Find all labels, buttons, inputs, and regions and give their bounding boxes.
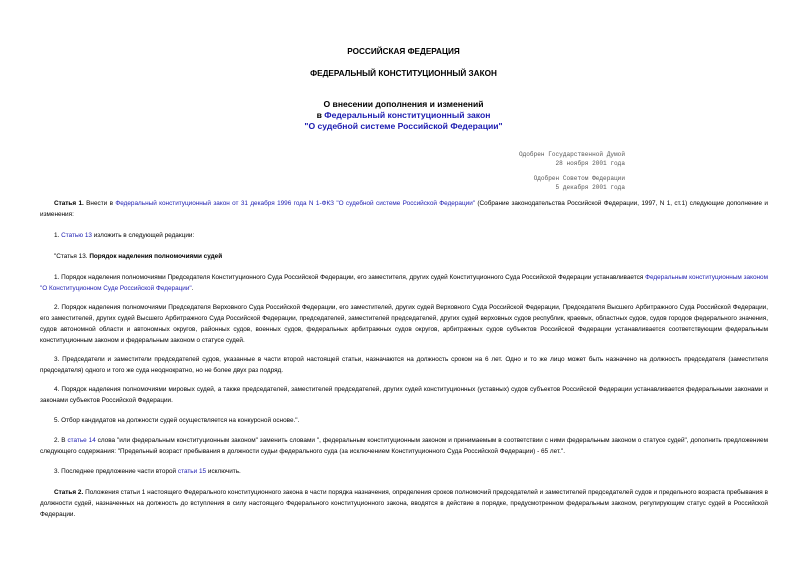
article-1-label: Статья 1.	[54, 200, 84, 207]
federal-law-link[interactable]: Федеральный конституционный закон	[324, 110, 491, 120]
paragraph-1-text: 1. Порядок наделения полномочиями Председателя Конституционного Суда Российской Федерации, его заместителя, других судей Конституционного Суда Российской Федерации устанавливается	[54, 274, 646, 281]
paragraph-3: 3. Председатели и заместители председателей судов, указанные в части второй настоящей статьи, назначаются на должность сроком на 6 лет. Одно и то же лицо может быть назначено на должность председателя (заместителя председателя) одного и того же суда неоднократно, но не более двух раз подряд.	[40, 356, 768, 374]
law-type-heading: ФЕДЕРАЛЬНЫЙ КОНСТИТУЦИОННЫЙ ЗАКОН	[310, 69, 497, 78]
article-1-text-b: (Собрание законодательства Российской Федерации, 1997, N 1, ст.1) следующие дополнение и изменения:	[40, 200, 768, 218]
country-heading: РОССИЙСКАЯ ФЕДЕРАЦИЯ	[347, 47, 460, 56]
article-14-link[interactable]: статье 14	[67, 437, 96, 444]
title-line-1: О внесении дополнения и изменений	[323, 99, 484, 109]
paragraph-1	[40, 272, 768, 294]
item-3	[40, 466, 768, 477]
item-2-prefix: 2. В	[54, 437, 68, 444]
duma-date: 28 ноября 2001 года	[555, 159, 625, 167]
law-1996-link[interactable]: Федеральный конституционный закон от 31 декабря 1996 года N 1-ФКЗ "О судебной системе Российской Федерации"	[115, 200, 476, 207]
council-approval	[534, 175, 625, 192]
article-2	[40, 487, 768, 520]
item-1-prefix: 1.	[54, 232, 62, 239]
article-15-link[interactable]: статьи 15	[177, 468, 207, 475]
item-1-text: изложить в следующей редакции:	[91, 232, 195, 239]
title-line-2-prefix: в	[316, 110, 325, 120]
article-13-link[interactable]: Статью 13	[61, 232, 92, 239]
article-2-text: Положения статьи 1 настоящего Федерального конституционного закона в части порядка назначения, определения сроков полномочий председателей и заместителей председателей судов и предельного возраста пребывания в должности судей, назначенных на должность до вступления в силу настоящего Федерального конституционного закона, вводятся в действие в порядке, предусмотренном федеральным законом, регулирующим статус судей в Российской Федерации.	[40, 489, 768, 518]
paragraph-5: 5. Отбор кандидатов на должности судей осуществляется на конкурсной основе.".	[54, 417, 300, 424]
item-3-prefix: 3. Последнее предложение части второй	[54, 468, 178, 475]
article-13-title: Порядок наделения полномочиями судей	[89, 253, 223, 260]
article-1-text-a: Внести в	[83, 200, 116, 207]
title-line-2	[0, 110, 807, 121]
article-1	[40, 198, 768, 220]
paragraph-2: 2. Порядок наделения полномочиями Председателя Верховного Суда Российской Федерации, его заместителей, других судей Верховного Суда Российской Федерации, Председателя Высшего Арбитражного Суда Российской Федерации, его заместителей, других судей Высшего Арбитражного Суда Российской Федерации, председателей, заместителей председателей, других судей верховных судов республик, краевых, областных судов, судов городов федерального значения, судов автономной области и автономных округов, районных судов, военных судов, федеральных арбитражных судов округов, арбитражных судов субъектов Российской Федерации устанавливается соответствующим федеральным конституционным законом и федеральным законом о статусе судей.	[40, 304, 768, 344]
article-13-heading	[40, 251, 768, 262]
council-label: Одобрен Советом Федерации	[533, 175, 625, 182]
judicial-system-link[interactable]: "О судебной системе Российской Федерации"	[304, 121, 503, 131]
constitutional-court-law-link[interactable]: Федеральным конституционным законом "О Конституционном Суде Российской Федерации"	[40, 274, 768, 292]
duma-approval	[519, 151, 625, 168]
paragraph-1-end: .	[191, 285, 194, 292]
duma-label: Одобрен Государственной Думой	[518, 151, 625, 158]
paragraph-4: 4. Порядок наделения полномочиями мировых судей, а также председателей, заместителей председателей, других судей конституционных (уставных) судов субъектов Российской Федерации устанавливается федеральными законами и законами субъектов Российской Федерации.	[40, 386, 768, 404]
article-2-label: Статья 2.	[54, 489, 84, 496]
item-3-text: исключить.	[206, 468, 241, 475]
item-2	[40, 435, 768, 457]
law-title	[0, 99, 807, 132]
item-1	[40, 230, 768, 241]
item-2-text: слова "или федеральным конституционным законом" заменить словами ", федеральным конституционным законом и принимаемым в соответствии с ними федеральным законом о статусе судей", дополнить предложением следующего содержания: "Предельный возраст пребывания в должности судьи федерального суда (за исключением Конституционного Суда Российской Федерации) - 65 лет.".	[40, 437, 768, 455]
article-13-prefix: "Статья 13.	[54, 253, 90, 260]
council-date: 5 декабря 2001 года	[555, 183, 625, 191]
